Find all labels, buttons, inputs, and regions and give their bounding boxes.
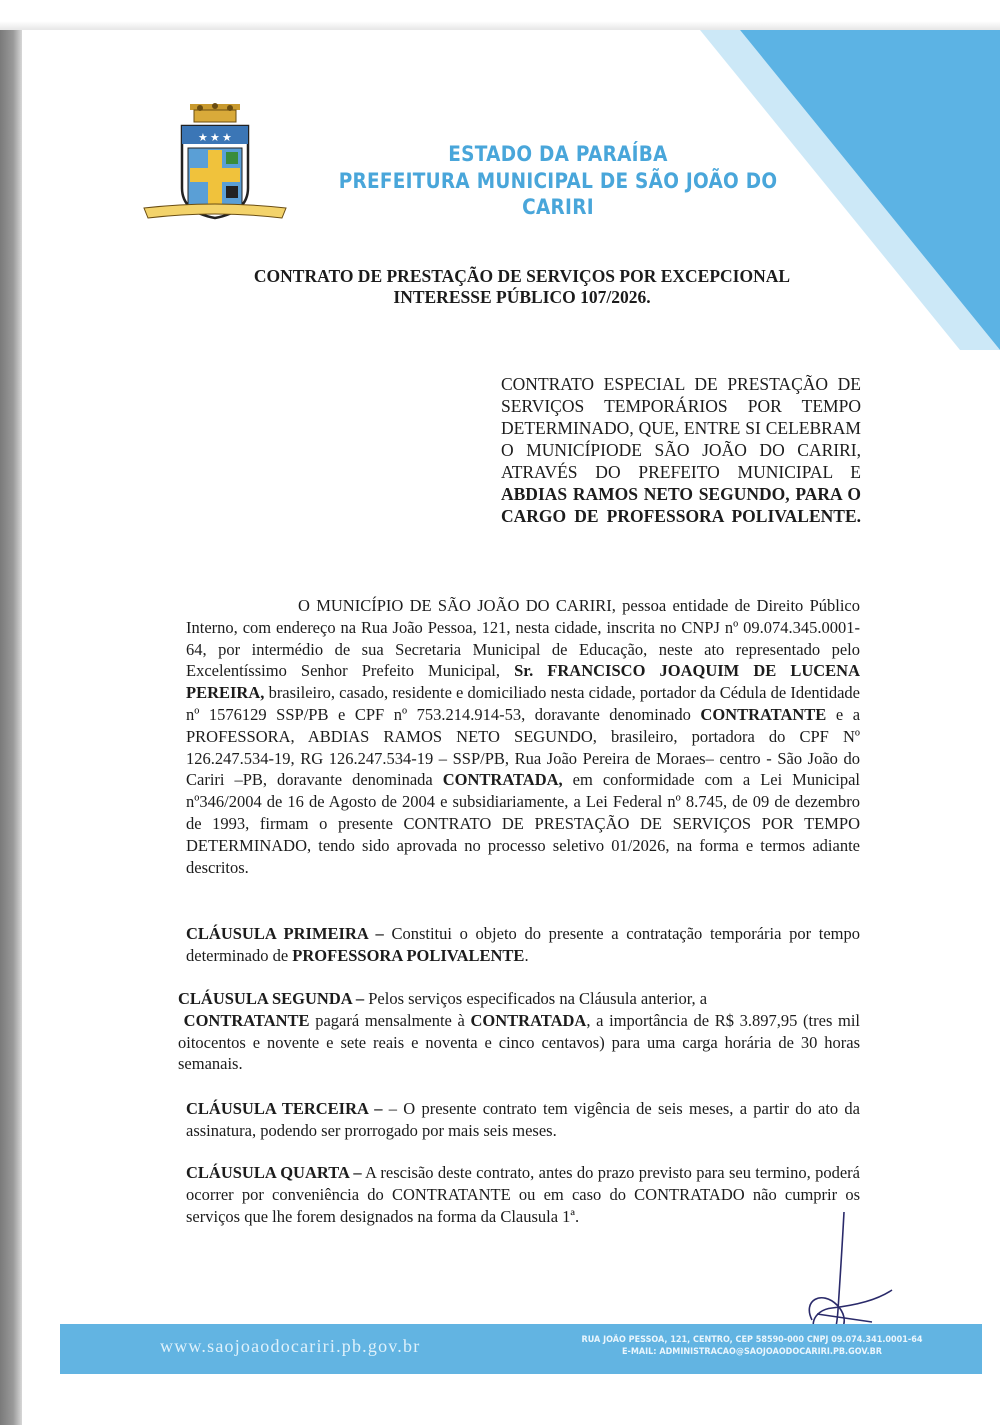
contract-summary [501, 373, 861, 549]
preamble-text-2: brasileiro, casado, residente e domiciliado nesta cidade, portador da Cédula de Identidade nº 1576129 SSP/PB e CPF nº 753.214.914-53, doravante denominado [186, 683, 860, 724]
svg-text:★: ★ [222, 131, 232, 144]
summary-bold-text: ABDIAS RAMOS NETO SEGUNDO, PARA O CARGO DE PROFESSORA POLIVALENTE. [501, 484, 861, 526]
svg-text:★: ★ [198, 131, 208, 144]
preamble-paragraph [186, 595, 860, 878]
scan-shadow-top [0, 0, 1000, 30]
preamble-text-4: em conformidade com a Lei Municipal nº346/2004 de 16 de Agosto de 2004 e subsidiariamente, a Lei Federal nº 8.745, de 09 de dezembro de 1993, firmam o presente CONTRATO DE PRESTAÇÃO DE SERVIÇOS POR TEMPO DETERMINADO, tendo sido aprovada no processo seletivo 01/2026, na forma e termos adiante descritos. [186, 770, 860, 877]
title-line-1: CONTRATO DE PRESTAÇÃO DE SERVIÇOS POR EXCEPCIONAL [253, 266, 791, 286]
website-url: www.saojoaodocariri.pb.gov.br [160, 1336, 421, 1356]
clause-third-label: CLÁUSULA TERCEIRA – [186, 1099, 383, 1118]
clause-fourth [186, 1162, 860, 1227]
svg-text:★: ★ [210, 131, 220, 144]
municipality-name: PREFEITURA MUNICIPAL DE SÃO JOÃO DO CARIRI [338, 169, 778, 219]
clause-second-contratada: CONTRATADA [470, 1010, 587, 1030]
clause-first-label: CLÁUSULA PRIMEIRA – [186, 924, 384, 943]
summary-text: CONTRATO ESPECIAL DE PRESTAÇÃO DE SERVIÇOS TEMPORÁRIOS POR TEMPO DETERMINADO, QUE, ENTRE SI CELEBRAM O MUNICÍPIODE SÃO JOÃO DO CARIRI, ATRAVÉS DO PREFEITO MUNICIPAL E [501, 374, 861, 482]
document-page [22, 30, 1000, 1425]
clause-second-contratante: CONTRATANTE [183, 1010, 310, 1030]
title-line-2: INTERESSE PÚBLICO 107/2026. [393, 287, 651, 307]
contract-title [222, 266, 822, 308]
clause-first: CLÁUSULA PRIMEIRA – Constitui o objeto do presente a contratação temporária por tempo determinado de PROFESSORA POLIVALENTE. [186, 924, 860, 965]
clause-second-text-3: , a importância de R$ 3.897,95 (tres mil oitocentos e novente e sete reais e noventa e cinco centavos) para uma carga horária de 30 horas semanais. [178, 1010, 861, 1074]
contratante-label: CONTRATANTE [700, 704, 827, 724]
footer-email: E-MAIL: ADMINISTRACAO@SAOJOAODOCARIRI.PB.GOV.BR [621, 1347, 883, 1357]
footer-contact [553, 1334, 952, 1358]
footer-bar [60, 1324, 982, 1374]
clause-second-label: CLÁUSULA SEGUNDA – [178, 989, 365, 1008]
letterhead [278, 140, 838, 220]
municipal-coat-of-arms-icon [140, 100, 290, 230]
clause-first-text: Constitui o objeto do presente a contratação temporária por tempo determinado de [186, 924, 860, 965]
clause-fourth-label: CLÁUSULA QUARTA – [186, 1163, 362, 1182]
clause-third-text: – O presente contrato tem vigência de seis meses, a partir do ato da assinatura, podendo ser prorrogado por mais seis meses. [186, 1099, 861, 1140]
clause-second-text-1: Pelos serviços especificados na Cláusula anterior, a [368, 989, 708, 1008]
clause-first-role: PROFESSORA POLIVALENTE [292, 945, 525, 965]
clause-second [178, 988, 860, 1075]
preamble-text-1: O MUNICÍPIO DE SÃO JOÃO DO CARIRI, pessoa entidade de Direito Público Interno, com endereço na Rua João Pessoa, 121, nesta cidade, inscrita no CNPJ nº 09.074.345.0001-64, por intermédio de sua Secretaria Municipal de Educação, neste ato representado pelo Excelentíssimo Senhor Prefeito Municipal, [186, 596, 860, 681]
clause-second-text-2: pagará mensalmente à [315, 1010, 465, 1030]
preamble-text-3: e a PROFESSORA, ABDIAS RAMOS NETO SEGUNDO, brasileiro, portadora do CPF Nº 126.247.534-19, RG 126.247.534-19 – SSP/PB, Rua João Pereira de Moraes– centro - São João do Cariri –PB, doravante denominada [186, 704, 861, 790]
scan-shadow-left [0, 30, 22, 1425]
clause-fourth-text: A rescisão deste contrato, antes do prazo previsto para seu termino, poderá ocorrer por conveniência do CONTRATANTE ou em caso do CONTRATADO não cumprir os serviços que lhe forem designados na forma da Clausula 1ª. [186, 1163, 860, 1226]
mayor-name: Sr. FRANCISCO JOAQUIM DE LUCENA PEREIRA, [186, 661, 861, 703]
clause-third [186, 1098, 860, 1142]
state-name: ESTADO DA PARAÍBA [448, 142, 668, 166]
footer-address: RUA JOÃO PESSOA, 121, CENTRO, CEP 58590-000 CNPJ 09.074.341.0001-64 [581, 1335, 923, 1345]
contratada-label: CONTRATADA, [442, 770, 563, 790]
